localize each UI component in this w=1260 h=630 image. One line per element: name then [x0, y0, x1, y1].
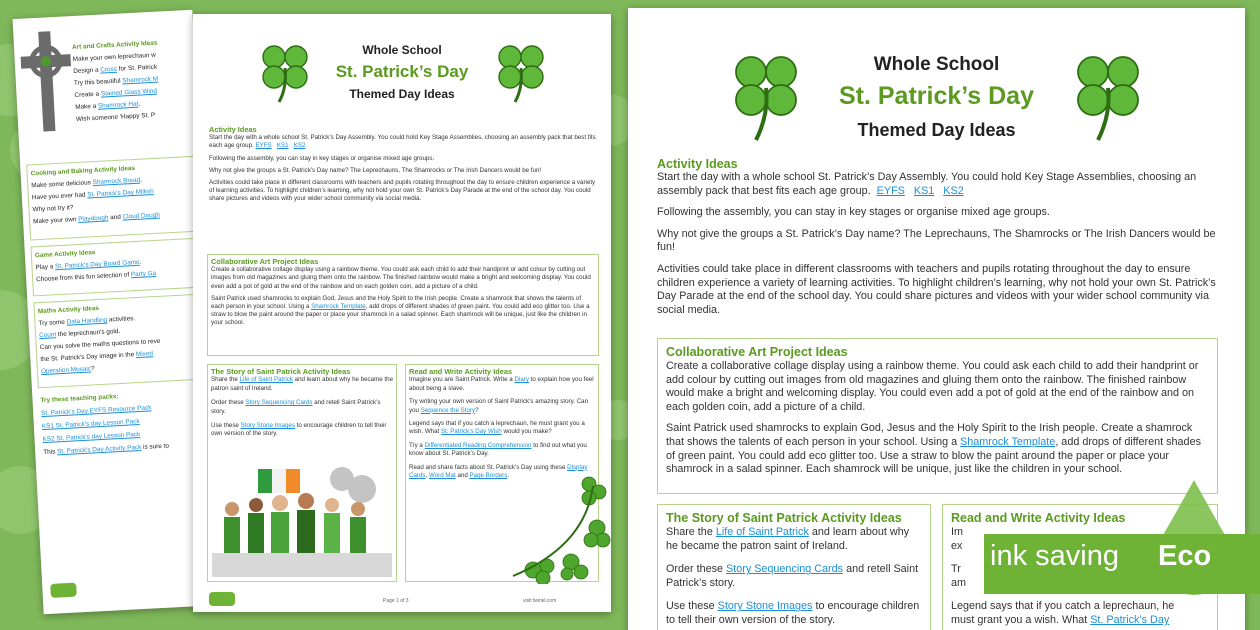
activity-p3: Why not give the groups a St. Patrick’s Day name? The Leprechauns, The Shamrocks or The Irish Dancers would be fun! — [657, 227, 1216, 254]
wish-link[interactable]: St. Patrick’s Day — [1090, 613, 1170, 626]
art-item-6: Wish someone 'Happy St. P — [75, 111, 156, 123]
shamrock-border-decoration — [493, 466, 611, 584]
mid-collab-p2: Saint Patrick used shamrocks to explain God, Jesus and the Holy Spirit to the Irish people. Create a shamrock that shows the talents of each person in your school. Using a Shamrock Template, add drops of different shades of green paint. You could add eco glitter too. Use a straw to blow the paint around the paper or place your shamrock in a salad spinner. Each shamrock will be unique, just like the children in your school. — [211, 294, 590, 327]
maths-title: Maths Activity Ideas — [37, 304, 100, 316]
eyfs-link[interactable]: EYFS — [876, 184, 905, 197]
cooking-title: Cooking and Baking Activity Ideas — [30, 164, 136, 178]
maths-line-3: Can you solve the maths questions to reve — [39, 337, 161, 352]
count-link[interactable]: Count — [38, 331, 57, 340]
mid-collab-p1: Create a collaborative collage display using a rainbow theme. You could ask each child to add their handprint or add colour by cutting out images from old magazines and gluing them onto the rainbow. The finished rainbow would make a bright and welcoming display. You could even add a pot of gold at the end of the rainbow and on each golden coin, add a picture of a child. — [211, 266, 591, 290]
mid-header-line2: St. Patrick’s Day — [335, 62, 469, 81]
mid-sequence-story-link[interactable]: Sequence the Story — [420, 406, 476, 414]
mid-ks1-link[interactable]: KS1 — [276, 142, 289, 150]
mid-activity-p1: Start the day with a whole school St. Patrick’s Day Assembly. You could hold Key Stage Assemblies, choosing an assembly pack that best fits each age group. EYFS KS1 KS2 — [209, 134, 596, 150]
mid-read-p1: Imagine you are Saint Patrick. Write a Diary to explain how you feel about being a slave. — [409, 376, 594, 392]
activity-pack-link[interactable]: St. Patrick's Day Activity Pack — [56, 443, 142, 456]
read-line-3: Tr — [951, 563, 961, 576]
ks2-link[interactable]: KS2 — [943, 184, 964, 197]
main-header-line2: St. Patrick’s Day — [838, 82, 1034, 110]
read-title: Read and Write Activity Ideas — [951, 511, 1126, 525]
mid-read-p3: Legend says that if you catch a leprechaun, he must grant you a wish. What St. Patrick’s Day Wish would you make? — [409, 420, 585, 436]
eco-text: Eco — [1158, 540, 1212, 572]
game-box — [30, 237, 208, 296]
mid-page-borders-link[interactable]: Page Borders — [469, 472, 508, 480]
mid-word-mat-link[interactable]: Word Mat — [428, 472, 456, 480]
ink-saving-text: ink saving — [990, 540, 1119, 572]
mid-display-cards-link[interactable]: Display Cards — [409, 463, 588, 480]
shamrock-bread-link[interactable]: Shamrock Bread — [92, 176, 141, 187]
celtic-cross-icon — [19, 30, 74, 132]
cooking-line-3: Why not try it? — [32, 204, 74, 214]
mid-story-p2: Order these Story Sequencing Cards and retell Saint Patrick’s story. — [211, 399, 381, 415]
story-stone-link[interactable]: Story Stone Images — [717, 600, 813, 613]
mid-story-box — [207, 364, 397, 582]
playdough-link[interactable]: Playdough — [78, 214, 109, 223]
mid-read-p4: Try a Differentiated Reading Comprehension to find out what you know about St. Patrick’s Day. — [409, 441, 587, 458]
maths-line-1: Try some Data Handling activities. — [38, 315, 136, 328]
cooking-line-1: Make some delicious Shamrock Bread. — [31, 176, 143, 190]
mid-activity-p2: Following the assembly, you can stay in key stages or organise mixed age groups. — [209, 154, 435, 162]
teaching-packs — [40, 385, 217, 459]
mid-activity-title: Activity Ideas — [209, 125, 257, 134]
mixed-link[interactable]: Mixed — [135, 350, 154, 359]
pack-ks2-link[interactable]: KS2 St. Patrick's day Lesson Pack — [42, 431, 141, 444]
maths-line-5: Operation Mosaic? — [40, 365, 95, 376]
shamrock-hat-link[interactable]: Shamrock Hat — [97, 100, 139, 110]
story-p1: Share the Life of Saint Patrick and learn about why he became the patron saint of Ireland. — [666, 526, 910, 552]
mid-header-line1: Whole School — [362, 43, 442, 57]
read-line-6: must grant you a wish. What St. Patrick’s Day — [951, 613, 1170, 626]
mid-activity-p4: Activities could take place in different classrooms with teachers and pupils rotating throughout the day to ensure children experience a variety of learning activities. To highlight children’s learning, why not hold your own St. Patrick’s Day Parade at the end of the school day. You could share pictures and videos with your wider school community via social media. — [209, 179, 596, 203]
game-line-1: Play a St. Patrick's Day Board Game. — [35, 258, 142, 272]
parade-illustration — [212, 459, 392, 577]
cross-link[interactable]: Cross — [100, 65, 118, 74]
mid-read-p5: Read and share facts about St. Patrick’s Day using these Display Cards, Word Mat and Page Borders. — [409, 463, 588, 480]
game-line-2: Choose from this fun selection of Party Ga — [36, 269, 157, 284]
art-item-2: Design a Cross for St. Patrick — [73, 63, 158, 76]
packs-title: Try these teaching packs: — [40, 393, 119, 405]
art-title: Art and Crafts Activity Ideas — [71, 39, 158, 52]
mid-diary-link[interactable]: Diary — [514, 376, 529, 384]
art-item-4: Create a Stained Glass Wind — [74, 87, 158, 99]
activity-title: Activity Ideas — [657, 157, 738, 171]
story-p2: Order these Story Sequencing Cards and retell Saint Patrick’s story. — [666, 563, 919, 589]
mid-wish-link[interactable]: St. Patrick’s Day Wish — [441, 428, 502, 436]
mid-eyfs-link[interactable]: EYFS — [255, 142, 272, 150]
cooking-line-4: Make your own Playdough and Cloud Dough — [32, 211, 161, 226]
mid-comprehension-link[interactable]: Differentiated Reading Comprehension — [424, 441, 532, 449]
mid-header-line3: Themed Day Ideas — [349, 87, 455, 101]
game-title: Game Activity Ideas — [34, 249, 96, 260]
activity-p4: Activities could take place in different classrooms with teachers and pupils rotating throughout the day to ensure children experience a variety of learning activities. To highlight children’s learning, why not hold your own St. Patrick’s Day Parade at the end of the school day. You could share pictures and videos with your wider school community via social media. — [657, 262, 1216, 316]
twinkl-logo — [209, 592, 235, 606]
main-header-line3: Themed Day Ideas — [857, 120, 1016, 140]
mid-story-stone-link[interactable]: Story Stone Images — [240, 422, 295, 430]
mid-collab-title: Collaborative Art Project Ideas — [211, 257, 319, 266]
mid-activity-p3: Why not give the groups a St. Patrick’s Day name? The Leprechauns, The Shamrocks or The Irish Dancers would be fun! — [209, 166, 542, 174]
shamrock-mosaic-link[interactable]: Shamrock M — [122, 75, 159, 85]
maths-box — [33, 293, 213, 388]
story-title: The Story of Saint Patrick Activity Ideas — [666, 511, 902, 525]
mid-read-p2: Try writing your own version of Saint Patrick’s amazing story. Can you Sequence the Story? — [409, 398, 589, 414]
sequencing-link[interactable]: Story Sequencing Cards — [726, 563, 844, 576]
read-line-2: ex — [951, 539, 963, 552]
twinkl-logo — [50, 583, 77, 598]
collab-title: Collaborative Art Project Ideas — [666, 345, 848, 359]
mid-story-p3: Use these Story Stone Images to encourage children to tell their own version of the story. — [211, 422, 387, 438]
ks1-link[interactable]: KS1 — [913, 184, 935, 197]
story-p3: Use these Story Stone Images to encourage children to tell their own version of the story. — [666, 600, 920, 626]
activity-p1: Start the day with a whole school St. Patrick’s Day Assembly. You could hold Key Stage Assemblies, choosing an assembly pack that best fits each age group. EYFS KS1 KS2 — [657, 171, 1197, 197]
mid-collab-box — [207, 254, 599, 356]
main-header-line1: Whole School — [873, 54, 1000, 75]
art-item-5: Make a Shamrock Hat. — [75, 100, 141, 111]
mid-story-title: The Story of Saint Patrick Activity Ideas — [211, 367, 351, 376]
shamrock-template-link[interactable]: Shamrock Template — [960, 435, 1056, 448]
read-line-5: Legend says that if you catch a leprechaun, he — [951, 600, 1175, 613]
mid-footer-site: visit twinkl.com — [523, 598, 557, 604]
milkshake-link[interactable]: St. Patrick's Day Milksh — [87, 187, 154, 199]
cooking-line-2: Have you ever had St. Patrick's Day Milksh — [31, 187, 154, 202]
activity-section — [657, 157, 1222, 317]
pack-ks1-link[interactable]: KS1 St. Patrick's day Lesson Pack — [41, 418, 140, 431]
mid-activity-section — [209, 126, 597, 204]
mid-sequencing-link[interactable]: Story Sequencing Cards — [245, 399, 313, 407]
mid-shamrock-template-link[interactable]: Shamrock Template — [311, 303, 366, 311]
collab-p2: Saint Patrick used shamrocks to explain God, Jesus and the Holy Spirit to the Irish people. Create a shamrock that shows the talents of each person in your school. Using a Shamrock Template, add drops of different shades of green paint. You could add eco glitter too. Use a straw to blow the paint around the paper or place your shamrock in a salad spinner. Each shamrock will be unique, just like the children in your school. — [666, 422, 1201, 476]
read-line-1: Im — [951, 526, 963, 538]
middle-worksheet-page — [193, 14, 611, 612]
back-worksheet-page — [13, 10, 224, 615]
mid-read-title: Read and Write Activity Ideas — [409, 367, 513, 376]
party-games-link[interactable]: Party Ga — [130, 269, 157, 279]
mid-story-p1: Share the Life of Saint Patrick and learn about why he became the patron saint of Ireland. — [211, 376, 394, 392]
life-link[interactable]: Life of Saint Patrick — [715, 526, 809, 538]
operation-mosaic-link[interactable]: Operation Mosaic — [40, 365, 92, 376]
packs-line-4: This St. Patrick's Day Activity Pack is sure to — [43, 442, 170, 457]
board-game-link[interactable]: St. Patrick's Day Board Game — [54, 258, 140, 271]
art-item-1: Make your own leprechaun w — [72, 51, 156, 64]
stained-glass-link[interactable]: Stained Glass Wind — [100, 87, 158, 98]
pack-eyfs-link[interactable]: St. Patrick's Day EYFS Resource Pack — [41, 404, 152, 418]
cloud-dough-link[interactable]: Cloud Dough — [122, 211, 161, 221]
maths-line-4: the St. Patrick's Day image in the Mixed — [40, 350, 154, 364]
mid-ks2-link[interactable]: KS2 — [293, 142, 306, 150]
story-box — [657, 504, 931, 630]
cooking-box — [26, 155, 206, 240]
activity-p2: Following the assembly, you can stay in key stages or organise mixed age groups. — [657, 206, 1050, 219]
mid-footer-page: Page 1 of 3 — [383, 598, 409, 604]
read-line-4: am — [951, 576, 966, 589]
mid-life-link[interactable]: Life of Saint Patrick — [239, 376, 293, 384]
collab-p1: Create a collaborative collage display using a rainbow theme. You could ask each child to add their handprint or add colour by cutting out images from old magazines and gluing them onto the rainbow. The finished rainbow would make a bright and welcoming display. You could even add a pot of gold at the end of the rainbow and on each golden coin, add a picture of a child. — [666, 360, 1199, 413]
art-item-3: Try this beautiful Shamrock M — [73, 75, 159, 87]
data-handling-link[interactable]: Data Handling — [66, 316, 108, 326]
maths-line-2: Count the leprechaun's gold. — [38, 327, 121, 340]
